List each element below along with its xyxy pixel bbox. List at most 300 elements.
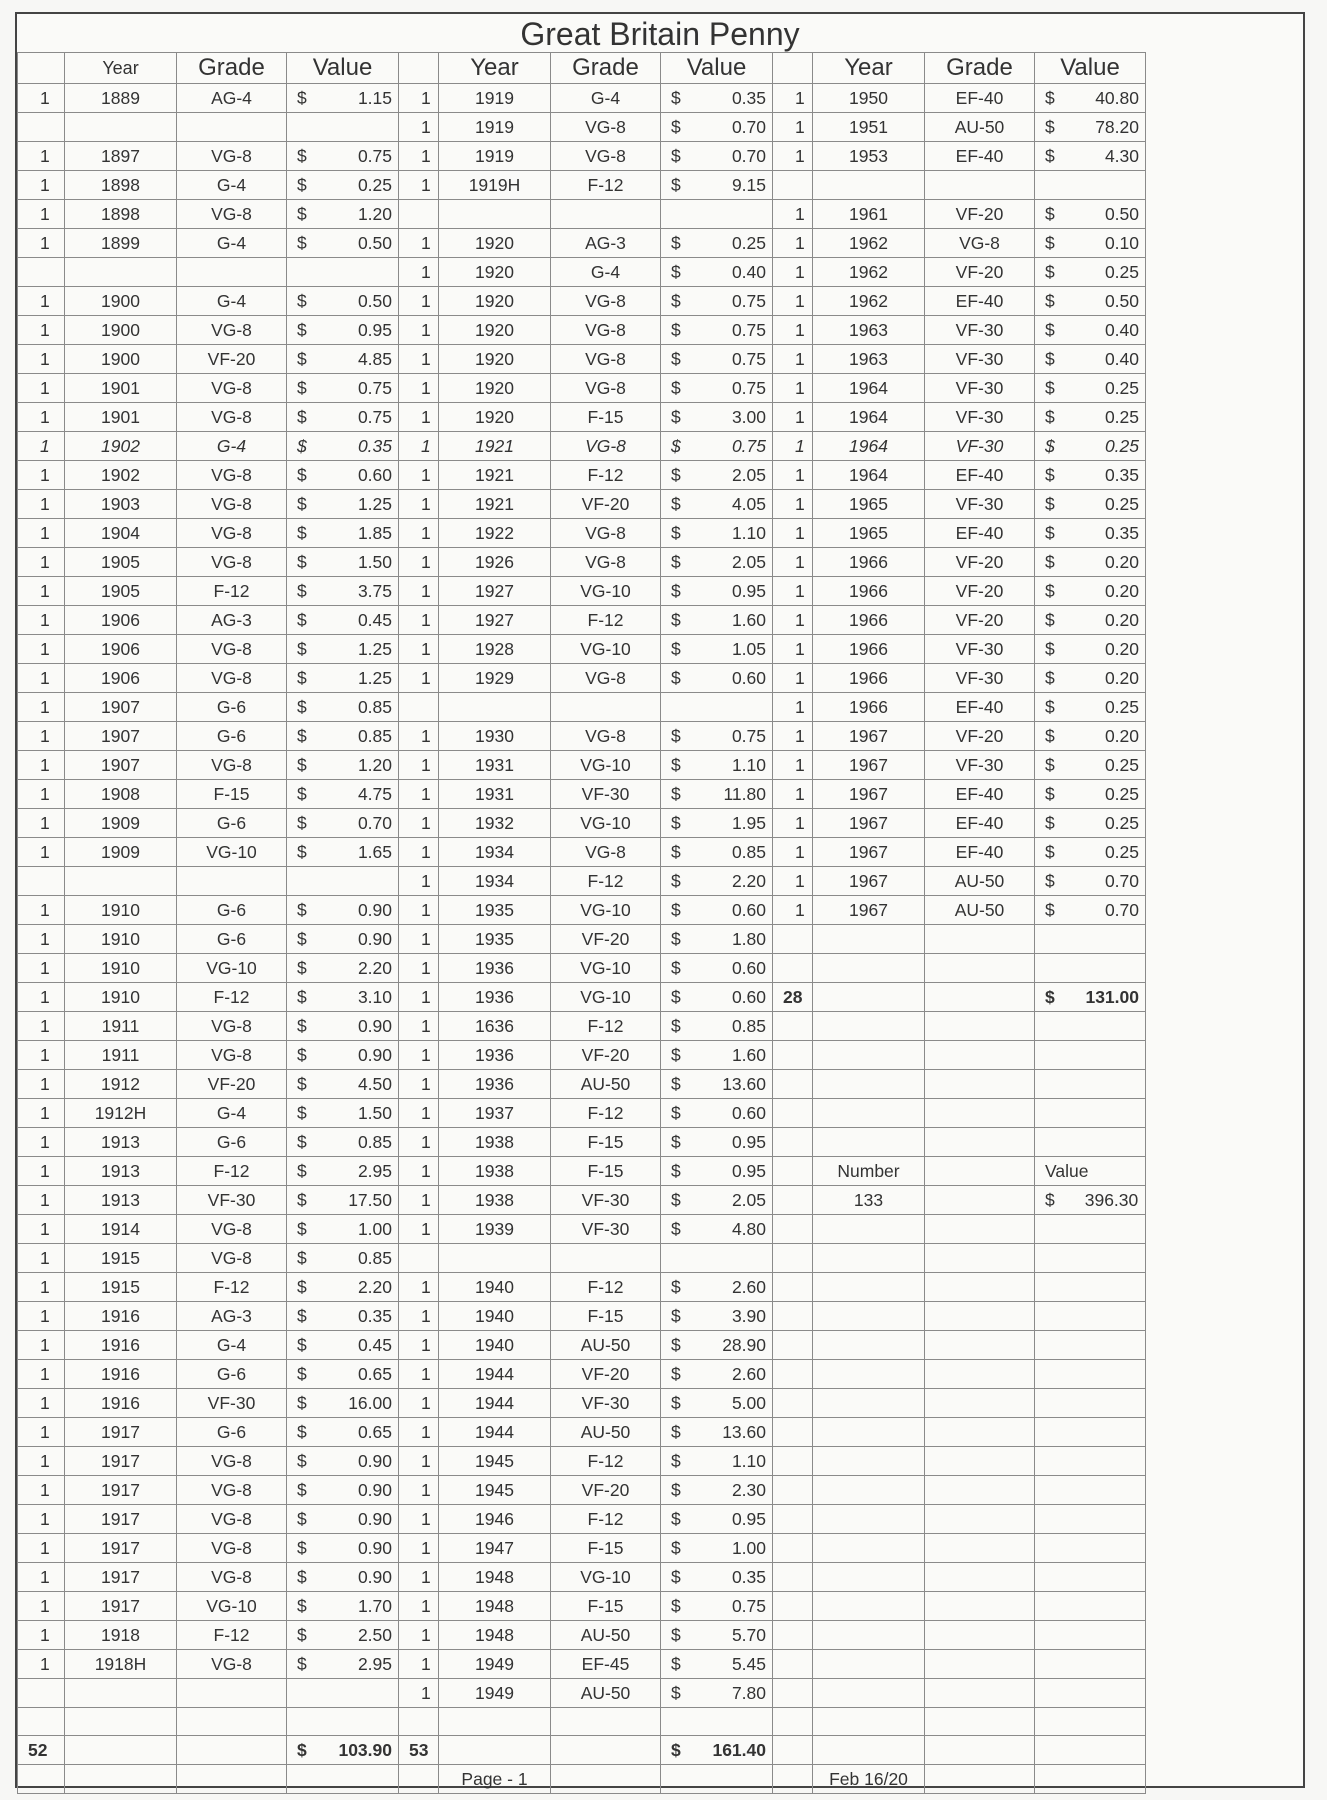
grade-cell: VG-8 bbox=[551, 664, 661, 693]
qty-cell: 1 bbox=[399, 1215, 439, 1244]
value-cell bbox=[1035, 896, 1146, 925]
dollar-sign: $ bbox=[1045, 407, 1055, 427]
amount: 0.25 bbox=[1104, 842, 1139, 862]
year-header: Year bbox=[439, 53, 551, 84]
amount: 0.85 bbox=[357, 726, 392, 746]
year-cell: 133 bbox=[813, 1186, 925, 1215]
year-cell bbox=[65, 1708, 177, 1736]
value-cell bbox=[287, 1157, 399, 1186]
qty-cell: 1 bbox=[18, 1360, 65, 1389]
qty-cell: 1 bbox=[399, 1041, 439, 1070]
qty-cell bbox=[773, 1736, 813, 1765]
value-cell bbox=[661, 171, 773, 200]
dollar-sign: $ bbox=[1045, 697, 1055, 717]
year-header: Year bbox=[813, 53, 925, 84]
year-cell bbox=[813, 1070, 925, 1099]
grade-cell: VG-8 bbox=[177, 374, 287, 403]
year-cell bbox=[813, 1505, 925, 1534]
value-cell bbox=[287, 548, 399, 577]
qty-cell: 1 bbox=[399, 171, 439, 200]
grade-cell: VF-30 bbox=[925, 403, 1035, 432]
grade-cell: G-4 bbox=[551, 258, 661, 287]
table-row bbox=[18, 838, 1146, 867]
dollar-sign: $ bbox=[1045, 784, 1055, 804]
qty-cell bbox=[18, 1708, 65, 1736]
amount: 0.60 bbox=[357, 465, 392, 485]
value-cell bbox=[661, 1041, 773, 1070]
amount: 1.85 bbox=[357, 523, 392, 543]
value-cell bbox=[287, 1331, 399, 1360]
year-cell: 1897 bbox=[65, 142, 177, 171]
grade-cell bbox=[925, 1070, 1035, 1099]
qty-cell: 1 bbox=[18, 664, 65, 693]
grade-cell: VF-20 bbox=[551, 1041, 661, 1070]
grade-cell bbox=[551, 1736, 661, 1765]
grade-cell bbox=[925, 1302, 1035, 1331]
grade-cell: EF-40 bbox=[925, 519, 1035, 548]
year-cell: 1931 bbox=[439, 751, 551, 780]
year-cell: 1966 bbox=[813, 635, 925, 664]
value-cell bbox=[1035, 1592, 1146, 1621]
grade-cell: VG-8 bbox=[177, 200, 287, 229]
dollar-sign: $ bbox=[1045, 668, 1055, 688]
table-row bbox=[18, 983, 1146, 1012]
amount: 1.10 bbox=[731, 523, 766, 543]
amount: 0.60 bbox=[731, 1103, 766, 1123]
value-cell bbox=[661, 316, 773, 345]
grade-cell bbox=[925, 925, 1035, 954]
dollar-sign: $ bbox=[1045, 755, 1055, 775]
qty-cell: 1 bbox=[399, 577, 439, 606]
dollar-sign: $ bbox=[671, 726, 681, 746]
grade-cell: EF-40 bbox=[925, 84, 1035, 113]
grade-cell: VF-20 bbox=[925, 200, 1035, 229]
dollar-sign: $ bbox=[297, 1451, 307, 1471]
qty-cell: 1 bbox=[18, 287, 65, 316]
qty-cell: 1 bbox=[399, 954, 439, 983]
amount: 0.85 bbox=[357, 1248, 392, 1268]
qty-cell: 1 bbox=[399, 1012, 439, 1041]
dollar-sign: $ bbox=[1045, 494, 1055, 514]
year-cell: 1932 bbox=[439, 809, 551, 838]
amount: 0.20 bbox=[1104, 552, 1139, 572]
grade-cell: VG-10 bbox=[551, 1563, 661, 1592]
year-cell: 1900 bbox=[65, 287, 177, 316]
qty-cell: 1 bbox=[773, 548, 813, 577]
year-cell: 1915 bbox=[65, 1273, 177, 1302]
grade-cell: VG-8 bbox=[177, 1534, 287, 1563]
amount: 2.05 bbox=[731, 552, 766, 572]
value-cell bbox=[661, 1418, 773, 1447]
dollar-sign: $ bbox=[297, 1393, 307, 1413]
year-cell bbox=[813, 1128, 925, 1157]
grade-cell: EF-40 bbox=[925, 693, 1035, 722]
qty-cell: 1 bbox=[18, 1070, 65, 1099]
value-cell bbox=[1035, 1331, 1146, 1360]
table-row bbox=[18, 1302, 1146, 1331]
table-row bbox=[18, 867, 1146, 896]
year-cell: 1900 bbox=[65, 316, 177, 345]
dollar-sign: $ bbox=[297, 1654, 307, 1674]
dollar-sign: $ bbox=[671, 813, 681, 833]
qty-cell: 1 bbox=[399, 1650, 439, 1679]
amount: 2.60 bbox=[731, 1364, 766, 1384]
year-cell bbox=[813, 954, 925, 983]
amount: 0.75 bbox=[731, 320, 766, 340]
qty-cell: 1 bbox=[773, 722, 813, 751]
dollar-sign: $ bbox=[297, 668, 307, 688]
year-cell bbox=[813, 1215, 925, 1244]
grade-cell: AU-50 bbox=[551, 1331, 661, 1360]
value-cell bbox=[661, 1708, 773, 1736]
qty-cell bbox=[773, 1273, 813, 1302]
grade-cell: F-15 bbox=[551, 1534, 661, 1563]
qty-cell: 1 bbox=[399, 403, 439, 432]
qty-cell bbox=[773, 1331, 813, 1360]
qty-cell: 1 bbox=[18, 925, 65, 954]
table-row bbox=[18, 345, 1146, 374]
qty-cell: 1 bbox=[399, 1534, 439, 1563]
amount: 0.95 bbox=[731, 1161, 766, 1181]
value-cell bbox=[287, 432, 399, 461]
grade-cell: VF-30 bbox=[551, 1215, 661, 1244]
grade-cell bbox=[551, 693, 661, 722]
year-header: Year bbox=[65, 53, 177, 84]
amount: 0.95 bbox=[731, 1132, 766, 1152]
value-cell bbox=[1035, 316, 1146, 345]
grade-cell: VF-30 bbox=[551, 780, 661, 809]
dollar-sign: $ bbox=[671, 1219, 681, 1239]
grade-cell: VG-8 bbox=[177, 1650, 287, 1679]
qty-cell bbox=[773, 1447, 813, 1476]
qty-cell: 1 bbox=[773, 519, 813, 548]
amount: 0.50 bbox=[1104, 291, 1139, 311]
value-cell bbox=[1035, 1041, 1146, 1070]
total-value-cell bbox=[287, 1736, 399, 1765]
value-cell bbox=[287, 258, 399, 287]
dollar-sign: $ bbox=[1045, 639, 1055, 659]
qty-cell bbox=[399, 200, 439, 229]
value-cell bbox=[287, 1099, 399, 1128]
table-row bbox=[18, 1505, 1146, 1534]
table-row bbox=[18, 1244, 1146, 1273]
grade-cell: VG-8 bbox=[177, 490, 287, 519]
amount: 2.95 bbox=[357, 1161, 392, 1181]
table-row bbox=[18, 1041, 1146, 1070]
year-cell: 1940 bbox=[439, 1273, 551, 1302]
value-cell bbox=[1035, 925, 1146, 954]
table-row bbox=[18, 1273, 1146, 1302]
table-row bbox=[18, 1215, 1146, 1244]
year-cell: 1898 bbox=[65, 171, 177, 200]
value-cell bbox=[661, 1389, 773, 1418]
qty-cell bbox=[773, 1679, 813, 1708]
value-cell bbox=[661, 751, 773, 780]
amount: 9.15 bbox=[731, 175, 766, 195]
dollar-sign: $ bbox=[671, 639, 681, 659]
grade-cell: VG-10 bbox=[551, 896, 661, 925]
amount: 0.90 bbox=[357, 1509, 392, 1529]
value-cell bbox=[661, 1157, 773, 1186]
value-cell: Value bbox=[1035, 1157, 1146, 1186]
value-cell bbox=[1035, 1273, 1146, 1302]
qty-cell: 1 bbox=[399, 142, 439, 171]
year-cell: 1916 bbox=[65, 1331, 177, 1360]
amount: 0.35 bbox=[731, 88, 766, 108]
grade-cell: EF-40 bbox=[925, 838, 1035, 867]
qty-cell: 1 bbox=[18, 1621, 65, 1650]
price-sheet bbox=[15, 12, 1305, 1788]
value-header: Value bbox=[1035, 53, 1146, 84]
year-cell: 1910 bbox=[65, 925, 177, 954]
grade-cell bbox=[925, 1679, 1035, 1708]
value-cell bbox=[287, 1012, 399, 1041]
year-cell: 1947 bbox=[439, 1534, 551, 1563]
year-cell: 1938 bbox=[439, 1128, 551, 1157]
year-cell: 1963 bbox=[813, 316, 925, 345]
table-row bbox=[18, 1331, 1146, 1360]
amount: 0.25 bbox=[1104, 697, 1139, 717]
year-cell: 1927 bbox=[439, 606, 551, 635]
grade-cell: VF-20 bbox=[925, 258, 1035, 287]
grade-cell: F-15 bbox=[551, 403, 661, 432]
year-cell bbox=[813, 1302, 925, 1331]
dollar-sign: $ bbox=[297, 349, 307, 369]
grade-cell: AG-3 bbox=[177, 606, 287, 635]
dollar-sign: $ bbox=[671, 610, 681, 630]
year-cell: 1936 bbox=[439, 954, 551, 983]
year-cell: 1936 bbox=[439, 1070, 551, 1099]
table-row bbox=[18, 1012, 1146, 1041]
amount: 1.50 bbox=[357, 1103, 392, 1123]
grade-cell: EF-40 bbox=[925, 809, 1035, 838]
year-cell bbox=[65, 258, 177, 287]
grade-cell bbox=[177, 1765, 287, 1794]
grade-cell: AU-50 bbox=[925, 867, 1035, 896]
dollar-sign: $ bbox=[1045, 842, 1055, 862]
qty-cell: 1 bbox=[399, 1273, 439, 1302]
value-cell bbox=[287, 606, 399, 635]
year-cell bbox=[439, 1708, 551, 1736]
dollar-sign: $ bbox=[1045, 233, 1055, 253]
table-row bbox=[18, 1650, 1146, 1679]
value-cell bbox=[287, 809, 399, 838]
value-cell bbox=[661, 1650, 773, 1679]
amount: 161.40 bbox=[712, 1740, 766, 1760]
value-cell bbox=[661, 1128, 773, 1157]
amount: 0.35 bbox=[357, 1306, 392, 1326]
value-cell bbox=[287, 374, 399, 403]
grade-cell: VG-8 bbox=[177, 664, 287, 693]
value-cell bbox=[1035, 838, 1146, 867]
grade-cell: F-12 bbox=[177, 1157, 287, 1186]
year-cell: 1920 bbox=[439, 229, 551, 258]
year-cell: 1938 bbox=[439, 1157, 551, 1186]
value-header: Value bbox=[661, 53, 773, 84]
dollar-sign: $ bbox=[1045, 726, 1055, 746]
year-cell: 1929 bbox=[439, 664, 551, 693]
qty-cell: 1 bbox=[18, 693, 65, 722]
amount: 0.25 bbox=[731, 233, 766, 253]
footer-text: Number bbox=[813, 1157, 925, 1186]
amount: 4.50 bbox=[357, 1074, 392, 1094]
value-cell bbox=[661, 606, 773, 635]
dollar-sign: $ bbox=[1045, 523, 1055, 543]
year-cell: 1966 bbox=[813, 606, 925, 635]
year-cell: 1964 bbox=[813, 403, 925, 432]
qty-cell: 1 bbox=[18, 1418, 65, 1447]
grade-cell: VG-8 bbox=[177, 1215, 287, 1244]
value-cell bbox=[1035, 142, 1146, 171]
grade-cell: G-4 bbox=[177, 287, 287, 316]
qty-cell: 1 bbox=[773, 751, 813, 780]
amount: 0.75 bbox=[357, 378, 392, 398]
value-cell bbox=[661, 983, 773, 1012]
table-row bbox=[18, 142, 1146, 171]
qty-cell bbox=[18, 258, 65, 287]
table-row bbox=[18, 229, 1146, 258]
dollar-sign: $ bbox=[297, 378, 307, 398]
dollar-sign: $ bbox=[671, 1740, 681, 1760]
value-cell bbox=[661, 84, 773, 113]
qty-cell: 1 bbox=[399, 1389, 439, 1418]
year-cell: 1967 bbox=[813, 751, 925, 780]
dollar-sign: $ bbox=[297, 320, 307, 340]
grade-cell: F-15 bbox=[177, 780, 287, 809]
amount: 11.80 bbox=[723, 784, 766, 804]
header-row bbox=[18, 53, 1146, 84]
year-cell: 1908 bbox=[65, 780, 177, 809]
amount: 1.00 bbox=[731, 1538, 766, 1558]
qty-cell: 1 bbox=[399, 548, 439, 577]
amount: 2.60 bbox=[731, 1277, 766, 1297]
value-cell bbox=[661, 693, 773, 722]
grade-cell: VG-8 bbox=[551, 142, 661, 171]
year-cell: 1911 bbox=[65, 1041, 177, 1070]
year-cell: 1636 bbox=[439, 1012, 551, 1041]
dollar-sign: $ bbox=[671, 1364, 681, 1384]
qty-cell: 1 bbox=[773, 316, 813, 345]
qty-cell: 1 bbox=[18, 1592, 65, 1621]
value-cell bbox=[661, 1360, 773, 1389]
dollar-sign: $ bbox=[671, 117, 681, 137]
dollar-sign: $ bbox=[297, 1132, 307, 1152]
year-cell: 1914 bbox=[65, 1215, 177, 1244]
dollar-sign: $ bbox=[297, 1364, 307, 1384]
value-cell bbox=[287, 1273, 399, 1302]
qty-cell: 1 bbox=[399, 1302, 439, 1331]
qty-cell: 1 bbox=[773, 809, 813, 838]
year-cell: 1911 bbox=[65, 1012, 177, 1041]
qty-cell bbox=[399, 1765, 439, 1794]
qty-cell: 1 bbox=[773, 867, 813, 896]
table-row bbox=[18, 577, 1146, 606]
qty-cell bbox=[773, 171, 813, 200]
qty-cell: 1 bbox=[773, 490, 813, 519]
year-cell: 1964 bbox=[813, 374, 925, 403]
amount: 0.85 bbox=[731, 842, 766, 862]
qty-cell: 1 bbox=[18, 1099, 65, 1128]
amount: 0.70 bbox=[357, 813, 392, 833]
amount: 0.75 bbox=[731, 349, 766, 369]
year-cell: 1910 bbox=[65, 954, 177, 983]
year-cell: 1928 bbox=[439, 635, 551, 664]
grade-cell: VG-8 bbox=[177, 316, 287, 345]
dollar-sign: $ bbox=[1045, 117, 1055, 137]
total-value-cell bbox=[1035, 983, 1146, 1012]
amount: 16.00 bbox=[348, 1393, 392, 1413]
grade-header: Grade bbox=[925, 53, 1035, 84]
dollar-sign: $ bbox=[297, 929, 307, 949]
dollar-sign: $ bbox=[1045, 610, 1055, 630]
year-cell: 1909 bbox=[65, 838, 177, 867]
grade-cell bbox=[551, 1708, 661, 1736]
qty-cell: 1 bbox=[399, 1099, 439, 1128]
qty-cell: 1 bbox=[773, 577, 813, 606]
year-cell: 1967 bbox=[813, 896, 925, 925]
year-cell: 1948 bbox=[439, 1592, 551, 1621]
table-row bbox=[18, 1563, 1146, 1592]
value-cell bbox=[1035, 1389, 1146, 1418]
value-cell bbox=[661, 1302, 773, 1331]
dollar-sign: $ bbox=[671, 958, 681, 978]
grade-cell: VG-10 bbox=[551, 635, 661, 664]
dollar-sign: $ bbox=[671, 1538, 681, 1558]
value-cell bbox=[287, 1389, 399, 1418]
value-cell bbox=[661, 896, 773, 925]
qty-cell: 52 bbox=[18, 1736, 65, 1765]
year-cell: 1940 bbox=[439, 1302, 551, 1331]
table-row bbox=[18, 171, 1146, 200]
grade-cell bbox=[551, 1244, 661, 1273]
grade-cell: VG-8 bbox=[551, 374, 661, 403]
grade-cell bbox=[925, 1273, 1035, 1302]
table-row bbox=[18, 1476, 1146, 1505]
value-cell bbox=[287, 925, 399, 954]
grade-cell: VF-20 bbox=[551, 1360, 661, 1389]
grade-cell bbox=[925, 1418, 1035, 1447]
qty-cell: 1 bbox=[399, 1186, 439, 1215]
grade-cell: VG-8 bbox=[551, 345, 661, 374]
year-cell: 1944 bbox=[439, 1389, 551, 1418]
year-cell bbox=[813, 1708, 925, 1736]
qty-cell: 1 bbox=[399, 1128, 439, 1157]
qty-cell bbox=[773, 1012, 813, 1041]
amount: 0.25 bbox=[357, 175, 392, 195]
value-cell bbox=[287, 84, 399, 113]
amount: 0.75 bbox=[731, 291, 766, 311]
grade-cell: VF-20 bbox=[177, 345, 287, 374]
value-cell bbox=[1035, 1215, 1146, 1244]
amount: 0.70 bbox=[1104, 871, 1139, 891]
dollar-sign: $ bbox=[1045, 552, 1055, 572]
grade-cell bbox=[925, 1157, 1035, 1186]
year-cell: 1904 bbox=[65, 519, 177, 548]
amount: 1.20 bbox=[357, 204, 392, 224]
qty-cell: 1 bbox=[399, 1360, 439, 1389]
amount: 1.10 bbox=[731, 1451, 766, 1471]
grade-cell: VF-20 bbox=[925, 548, 1035, 577]
qty-cell: 1 bbox=[18, 1505, 65, 1534]
grade-cell: G-6 bbox=[177, 925, 287, 954]
year-cell: 1945 bbox=[439, 1476, 551, 1505]
qty-cell: 1 bbox=[399, 1505, 439, 1534]
value-cell bbox=[1035, 664, 1146, 693]
grade-cell bbox=[925, 1534, 1035, 1563]
grade-cell: F-12 bbox=[551, 1099, 661, 1128]
year-cell: 1950 bbox=[813, 84, 925, 113]
grade-cell: VG-10 bbox=[551, 983, 661, 1012]
